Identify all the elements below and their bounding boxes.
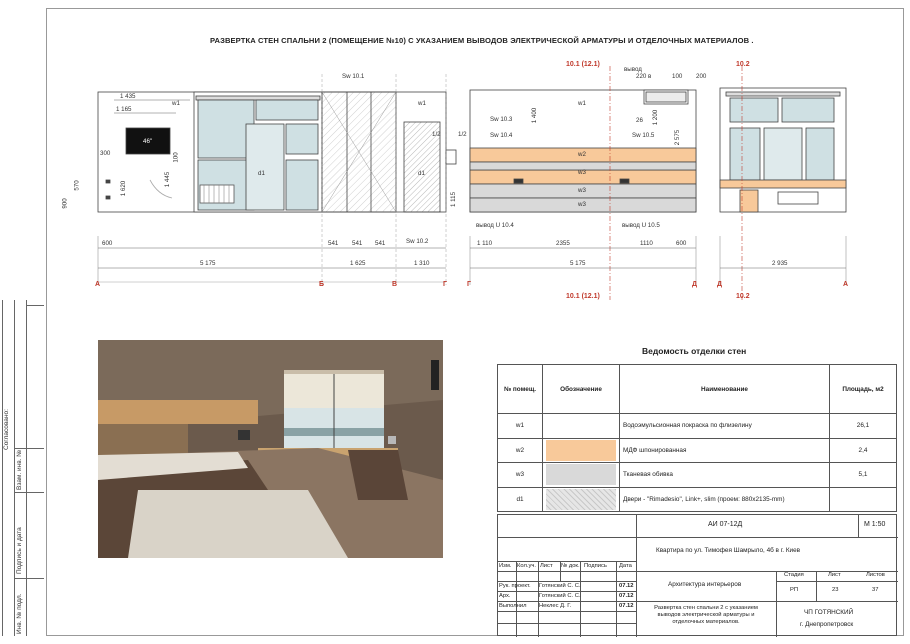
dim-5175-b: 5 175 [570,260,586,267]
stamp-code: АИ 07-12Д [708,521,743,528]
label-sw-10-3: Sw 10.3 [490,116,513,123]
person-role: Выполнил [499,603,527,609]
dim-100-b: 100 [672,73,683,80]
side-approval-strip [0,300,44,636]
dim-1115: 1 115 [450,191,458,208]
title-block [497,514,897,636]
stamp-address: Квартира по ул. Тимофея Шамрыло, 4б в г. Киев [656,547,801,554]
label-d1-a: d1 [418,170,425,177]
dim-46: 46" [143,138,153,145]
section-marker-10-2-top: 10.2 [736,61,750,68]
person-role: Арх. [499,593,511,599]
row-code: w2 [498,438,543,463]
dim-541-b: 541 [352,240,363,247]
row-name: Двери - "Rimadesio", Link+, slim (проем: 880x2135-mm) [620,487,830,512]
row-code: w3 [498,463,543,488]
label-inv-replace: Взам. инв. № [16,449,23,490]
col-label: Лист [540,563,553,569]
dim-5175-a: 5 175 [200,260,216,267]
row-swatch [543,438,620,463]
axis-v: В [392,281,398,288]
col-label: Кол.уч. [517,563,536,569]
dim-1165: 1 165 [116,106,132,113]
label-sw-10-1: Sw 10.1 [342,73,365,80]
row-code: d1 [498,487,543,512]
sheet-label: Лист [828,572,841,578]
col-name: Наименование [620,365,830,414]
section-marker-10-2-bottom: 10.2 [736,293,750,300]
axis-g-2: Г [467,281,471,288]
col-label: № док. [561,563,580,569]
col-label: Дата [619,563,632,569]
label-sw-10-5: Sw 10.5 [632,132,655,139]
axis-a-2: А [843,281,849,288]
table-header-row [498,365,897,414]
finishing-title: Ведомость отделки стен [642,346,747,356]
row-name: Водоэмульсионная покраска по флизелину [620,414,830,439]
dim-1310: 1 310 [414,260,430,267]
col-room: № помещ. [498,365,543,414]
label-outlet: вывод [624,66,642,73]
dim-541-a: 541 [328,240,339,247]
dim-1445: 1 445 [164,171,172,188]
label-half-1: 1/2 [432,131,441,138]
dim-900: 900 [61,198,69,209]
dim-100: 100 [172,152,180,163]
person-name: Неклес Д. Г. [539,603,572,609]
person-date: 07.12 [619,583,634,589]
dim-2355: 2355 [556,240,570,247]
label-w3-b: w3 [578,187,586,194]
col-label: Подпись [584,563,607,569]
person-date: 07.12 [619,603,634,609]
table-row [498,463,897,488]
label-half-2: 1/2 [458,131,467,138]
axis-d-1: Д [692,281,697,288]
label-inv-orig: Инв. № подл. [16,593,23,634]
label-sw-10-4: Sw 10.4 [490,132,513,139]
stamp-scale: М 1:50 [864,521,886,528]
stamp-sheet-title: Развертка стен спальни 2 с указанием выводов электрической арматуры и отделочных материалов. [654,605,758,625]
table-row [498,487,897,512]
label-w2: w2 [578,151,586,158]
dim-2575: 2 575 [674,129,682,146]
dim-2935: 2 935 [772,260,788,267]
row-swatch [543,487,620,512]
dim-1110-b: 1110 [640,240,653,247]
company-name: ЧП ГОТЯНСКИЙ [804,609,854,616]
elevation-1 [98,74,456,285]
person-role: Рук. проект. [499,583,531,589]
dim-541-c: 541 [375,240,386,247]
axis-g-1: Г [443,281,447,288]
label-agreed: Согласовано: [3,409,10,450]
dim-600-b: 600 [676,240,687,247]
col-symbol: Обозначение [543,365,620,414]
label-w1-a: w1 [172,100,180,107]
col-label: Изм. [499,563,512,569]
row-swatch [543,463,620,488]
row-area: 26,1 [830,414,897,439]
dim-1435: 1 435 [120,93,136,100]
sheet-title: РАЗВЕРТКА СТЕН СПАЛЬНИ 2 (ПОМЕЩЕНИЕ №10) С УКАЗАНИЕМ ВЫВОДОВ ЭЛЕКТРИЧЕСКОЙ АРМАТУРЫ И ОТДЕЛОЧНЫХ МАТЕРИАЛОВ . [210,36,754,45]
row-area [830,487,897,512]
bedroom-visualization [98,340,443,558]
label-w1-c: w1 [578,100,586,107]
row-swatch [543,414,620,439]
row-area: 2,4 [830,438,897,463]
dim-600-a: 600 [102,240,113,247]
dim-1110-a: 1 110 [477,240,493,247]
row-name: Тканевая обивка [620,463,830,488]
label-socket-10-5: вывод U 10.5 [622,222,660,229]
person-name: Готянский С. С. [539,593,581,599]
stage-value: РП [790,587,799,593]
row-area: 5,1 [830,463,897,488]
row-name: МДФ шпонированная [620,438,830,463]
bedroom-render-image [98,340,443,558]
dim-200: 200 [696,73,707,80]
label-d1-b: d1 [258,170,265,177]
label-sw-10-2: Sw 10.2 [406,238,429,245]
table-row [498,438,897,463]
axis-b: Б [319,281,325,288]
dim-1400: 1 400 [531,107,539,124]
table-row [498,414,897,439]
label-socket-10-4: вывод U 10.4 [476,222,514,229]
stage-label: Стадия [784,572,804,578]
dim-1620: 1 620 [120,180,128,197]
label-sign-date: Подпись и дата [16,527,23,574]
stamp-section: Архитектура интерьеров [668,581,742,588]
person-date: 07.12 [619,593,634,599]
label-w3-c: w3 [578,201,586,208]
dim-1625: 1 625 [350,260,366,267]
col-area: Площадь, м2 [830,365,897,414]
label-w3-a: w3 [578,169,586,176]
axis-d-2: Д [717,281,722,288]
dim-300: 300 [100,150,111,157]
sheets-label: Листов [866,572,885,578]
dim-26: 26 [636,117,643,124]
sheet-number: 23 [832,587,839,593]
person-name: Готянский С. С. [539,583,581,589]
axis-a-1: А [95,281,101,288]
section-marker-10-1-bottom: 10.1 (12.1) [566,293,600,300]
finishing-table [497,364,897,512]
label-w1-b: w1 [418,100,426,107]
company-city: г. Днепропетровск [800,621,854,628]
sheets-total: 37 [872,587,879,593]
dim-570: 570 [73,180,81,191]
row-code: w1 [498,414,543,439]
dim-1200: 1 200 [652,109,660,126]
dim-220v: 220 в [636,73,652,80]
section-marker-10-1-top: 10.1 (12.1) [566,61,600,68]
